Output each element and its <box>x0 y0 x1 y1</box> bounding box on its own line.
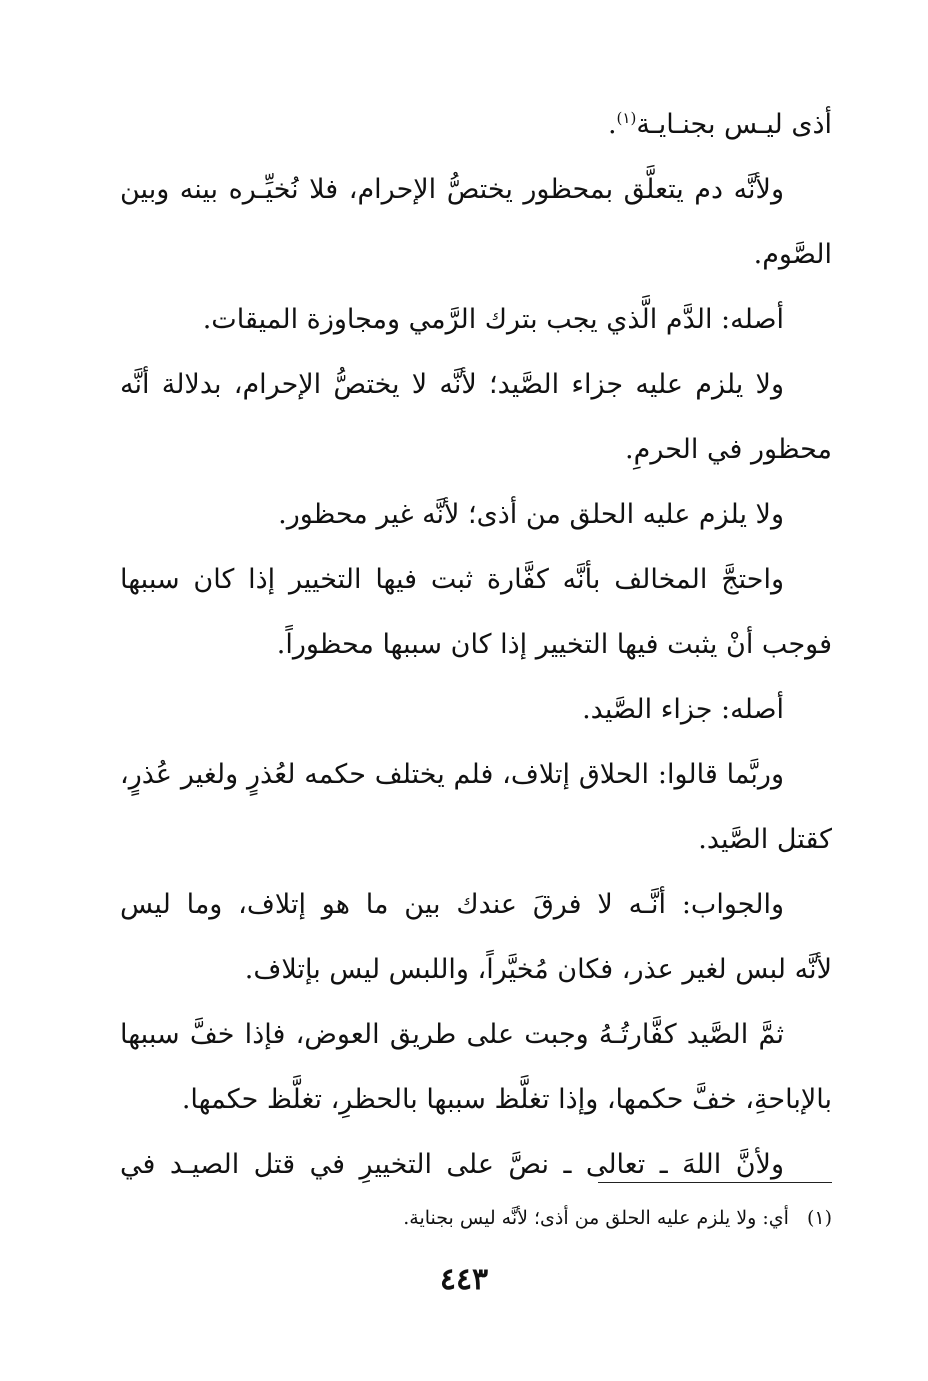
page-number: ٤٤٣ <box>439 1262 489 1297</box>
text-line: ولأنَّه دم يتعلَّق بمحظور يختصُّ الإحرام، فلا نُخيِّـره بينه وبين <box>120 174 784 205</box>
text-line: ثمَّ الصَّيد كفَّارتُـهُ وجبت على طريق العوض، فإذا خفَّ سببها <box>120 1019 784 1050</box>
footnote <box>120 1200 832 1236</box>
text-line: أصله: الدَّم الَّذي يجب بترك الرَّمي ومجاوزة الميقات. <box>202 304 784 335</box>
footnote-number: (١) <box>806 1207 832 1229</box>
text-line: محظور في الحرمِ. <box>625 434 832 465</box>
footnote-text: أي: ولا يلزم عليه الحلق من أذى؛ لأنَّه ليس بجناية. <box>403 1207 789 1229</box>
main-text <box>120 92 832 1197</box>
text-line: وربَّما قالوا: الحلاق إتلاف، فلم يختلف حكمه لعُذرٍ ولغير عُذرٍ، <box>120 759 784 790</box>
text-line: والجواب: أنَّـه لا فرقَ عندك بين ما هو إتلاف، وما ليس <box>120 889 784 920</box>
text-line <box>120 92 832 157</box>
text-segment: . <box>607 109 617 140</box>
text-line: فوجب أنْ يثبت فيها التخيير إذا كان سببها محظوراً. <box>276 629 832 660</box>
footnote-divider <box>598 1182 832 1183</box>
text-segment: أذى ليـس بجنـايـة <box>636 109 832 140</box>
text-line: أصله: جزاء الصَّيد. <box>582 694 784 725</box>
footnote-reference[interactable]: (١) <box>616 109 637 127</box>
text-line: بالإباحةِ، خفَّ حكمها، وإذا تغلَّظ سببها بالحظرِ، تغلَّظ حكمها. <box>181 1084 832 1115</box>
text-line: الصَّوم. <box>753 239 832 270</box>
text-line: ولا يلزم عليه جزاء الصَّيد؛ لأنَّه لا يختصُّ الإحرام، بدلالة أنَّه <box>120 369 784 400</box>
text-line: لأنَّه لبس لغير عذر، فكان مُخيَّراً، واللبس ليس بإتلاف. <box>244 954 832 985</box>
text-line: واحتجَّ المخالف بأنَّه كفَّارة ثبت فيها التخيير إذا كان سببها <box>120 564 784 595</box>
text-line: ولا يلزم عليه الحلق من أذى؛ لأنَّه غير محظور. <box>278 499 784 530</box>
text-line: ولأنَّ اللهَ ـ تعالى ـ نصَّ على التخييرِ في قتل الصيـد في <box>120 1149 784 1180</box>
text-line: كقتل الصَّيد. <box>698 824 832 855</box>
